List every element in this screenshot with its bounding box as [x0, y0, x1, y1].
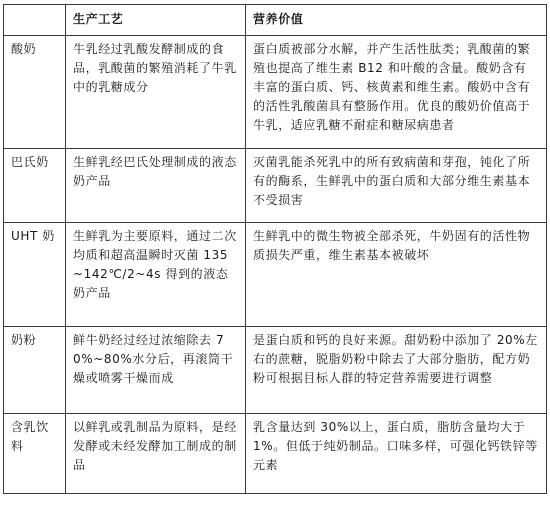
table-header-row	[4, 5, 547, 36]
table-row	[4, 36, 547, 149]
process-cell: 鲜牛奶经过经过浓缩除去 70%~80%水分后，再滚筒干燥或喷雾干燥而成	[66, 327, 246, 414]
nutrition-cell: 生鲜乳中的微生物被全部杀死，牛奶固有的活性物质损失严重，维生素基本被破坏	[246, 223, 547, 327]
product-name-cell: 巴氏奶	[4, 149, 66, 223]
table-row	[4, 414, 547, 494]
header-cell-blank	[4, 5, 66, 36]
nutrition-cell: 灭菌乳能杀死乳中的所有致病菌和芽孢，钝化了所有的酶系，生鲜乳中的蛋白质和大部分维生素基本不受损害	[246, 149, 547, 223]
product-name-cell: 含乳饮料	[4, 414, 66, 494]
nutrition-cell: 乳含量达到 30%以上，蛋白质，脂肪含量均大于 1%。但低于纯奶制品。口味多样，可强化钙铁锌等元素	[246, 414, 547, 494]
process-cell: 生鲜乳为主要原料，通过二次均质和超高温瞬时灭菌 135~142℃/2~4s 得到的液态奶产品	[66, 223, 246, 327]
table-row	[4, 223, 547, 327]
nutrition-cell: 是蛋白质和钙的良好来源。甜奶粉中添加了 20%左右的蔗糖，脱脂奶粉中除去了大部分脂肪，配方奶粉可根据目标人群的特定营养需要进行调整	[246, 327, 547, 414]
product-name-cell: UHT 奶	[4, 223, 66, 327]
table-row	[4, 149, 547, 223]
dairy-products-table	[3, 4, 547, 494]
process-cell: 牛乳经过乳酸发酵制成的食品，乳酸菌的繁殖消耗了牛乳中的乳糖成分	[66, 36, 246, 149]
header-cell-process: 生产工艺	[66, 5, 246, 36]
table-row	[4, 327, 547, 414]
product-name-cell: 奶粉	[4, 327, 66, 414]
process-cell: 以鲜乳或乳制品为原料，是经发酵或未经发酵加工制成的制品	[66, 414, 246, 494]
nutrition-cell: 蛋白质被部分水解，并产生活性肽类；乳酸菌的繁殖也提高了维生素 B12 和叶酸的含量。酸奶含有丰富的蛋白质、钙、核黄素和维生素。酸奶中含有的活性乳酸菌具有整肠作用。优良的酸奶价值高于牛乳，适应乳糖不耐症和糖尿病患者	[246, 36, 547, 149]
header-cell-nutrition: 营养价值	[246, 5, 547, 36]
product-name-cell: 酸奶	[4, 36, 66, 149]
process-cell: 生鲜乳经巴氏处理制成的液态奶产品	[66, 149, 246, 223]
